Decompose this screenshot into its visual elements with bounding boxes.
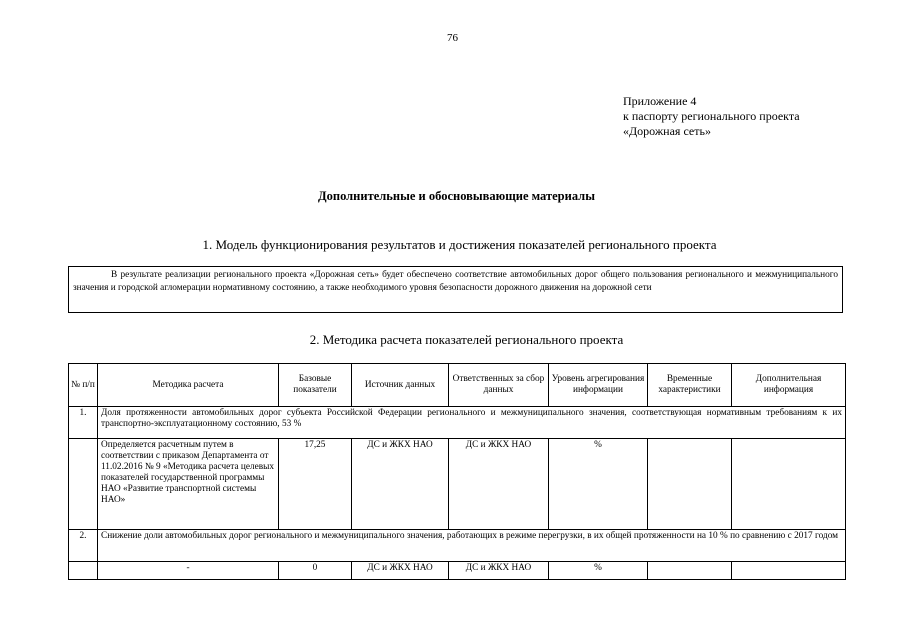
header-time: Временные характеристики xyxy=(648,364,732,407)
methodology-table xyxy=(68,363,846,580)
appendix-line-3: «Дорожная сеть» xyxy=(623,124,711,138)
indicator-name: Снижение доли автомобильных дорог регионального и межмуниципального значения, работающих в режиме перегрузки, в их общей протяженности на 10 % по сравнению с 2017 годом xyxy=(98,530,846,562)
header-responsible: Ответственных за сбор данных xyxy=(449,364,549,407)
responsible-cell: ДС и ЖКХ НАО xyxy=(449,562,549,580)
row-number: 2. xyxy=(69,530,98,562)
model-description-text: В результате реализации регионального проекта «Дорожная сеть» будет обеспечено соответствие автомобильных дорог общего пользования регионального и межмуниципального значения и городской агломерации нормативному состоянию, а также необходимого уровня безопасности дорожного движения на дорожной сети xyxy=(73,270,838,293)
empty-cell xyxy=(69,439,98,530)
section-2-title: 2. Методика расчета показателей регионального проекта xyxy=(309,332,624,347)
table-header-row xyxy=(69,364,846,407)
time-cell xyxy=(648,439,732,530)
method-cell: Определяется расчетным путем в соответствии с приказом Департамента от 11.02.2016 № 9 «Методика расчета целевых показателей государственной программы НАО «Развитие транспортной системы НАО» xyxy=(98,439,279,530)
responsible-cell: ДС и ЖКХ НАО xyxy=(449,439,549,530)
source-cell: ДС и ЖКХ НАО xyxy=(352,562,449,580)
appendix-line-1: Приложение 4 xyxy=(623,94,697,108)
source-cell: ДС и ЖКХ НАО xyxy=(352,439,449,530)
document-title: Дополнительные и обосновывающие материалы xyxy=(318,189,595,203)
time-cell xyxy=(648,562,732,580)
table-row xyxy=(69,562,846,580)
appendix-line-2: к паспорту регионального проекта xyxy=(623,109,800,123)
page-number: 76 xyxy=(447,32,458,44)
method-cell: - xyxy=(98,562,279,580)
header-method: Методика расчета xyxy=(98,364,279,407)
header-base: Базовые показатели xyxy=(279,364,352,407)
table-row xyxy=(69,439,846,530)
header-level: Уровень агрегирования информации xyxy=(549,364,648,407)
appendix-note xyxy=(623,94,800,139)
level-cell: % xyxy=(549,562,648,580)
empty-cell xyxy=(69,562,98,580)
section-1-title: 1. Модель функционирования результатов и достижения показателей регионального проекта xyxy=(202,237,717,252)
base-value-cell: 17,25 xyxy=(279,439,352,530)
table-row xyxy=(69,407,846,439)
extra-cell xyxy=(732,562,846,580)
table-row xyxy=(69,530,846,562)
level-cell: % xyxy=(549,439,648,530)
header-number: № п/п xyxy=(69,364,98,407)
indicator-name: Доля протяженности автомобильных дорог субъекта Российской Федерации регионального и межмуниципального значения, соответствующая нормативным требованиям к их транспортно-эксплуатационному состоянию, 53 % xyxy=(98,407,846,439)
header-extra: Дополнительная информация xyxy=(732,364,846,407)
header-source: Источник данных xyxy=(352,364,449,407)
extra-cell xyxy=(732,439,846,530)
base-value-cell: 0 xyxy=(279,562,352,580)
model-description-box xyxy=(68,266,843,313)
row-number: 1. xyxy=(69,407,98,439)
